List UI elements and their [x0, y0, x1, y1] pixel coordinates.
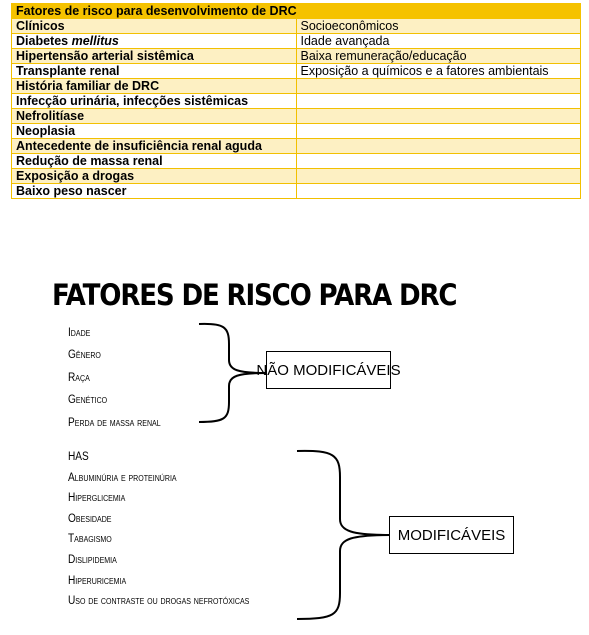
table-cell [296, 184, 581, 199]
list-item: Tabagismo [68, 533, 112, 546]
table-row [12, 109, 581, 124]
list-item: Raça [68, 371, 90, 384]
list-item: Uso de contraste ou drogas nefrotóxicas [68, 595, 250, 608]
modifiable-brace [296, 449, 392, 621]
cell-text: Diabetes [16, 34, 72, 48]
table-cell: Infecção urinária, infecções sistêmicas [12, 94, 297, 109]
table-row [12, 94, 581, 109]
table-cell: Socioeconômicos [296, 19, 581, 34]
table-cell: Baixa remuneração/educação [296, 49, 581, 64]
non-modifiable-label: NÃO MODIFICÁVEIS [256, 361, 401, 379]
list-item: Dislipidemia [68, 553, 117, 566]
table-cell: Clínicos [12, 19, 297, 34]
table-cell [296, 154, 581, 169]
non-modifiable-list [68, 325, 161, 437]
table-cell [296, 94, 581, 109]
table-header: Fatores de risco para desenvolvimento de DRC [12, 4, 581, 19]
table-row [12, 169, 581, 184]
table-cell: História familiar de DRC [12, 79, 297, 94]
table-cell [296, 79, 581, 94]
table-row [12, 154, 581, 169]
modifiable-label: MODIFICÁVEIS [397, 526, 506, 544]
list-item: HAS [68, 451, 89, 463]
table-cell: Idade avançada [296, 34, 581, 49]
table-cell [296, 169, 581, 184]
modifiable-list [68, 449, 249, 614]
table-cell: Exposição a químicos e a fatores ambientais [296, 64, 581, 79]
modifiable-label-box [389, 516, 514, 554]
table-row [12, 64, 581, 79]
table-cell: Neoplasia [12, 124, 297, 139]
table-row [12, 49, 581, 64]
table-row [12, 34, 581, 49]
list-item: Perda de massa renal [68, 416, 161, 429]
list-item: Gênero [68, 349, 101, 362]
list-item: Genético [68, 394, 108, 407]
table-cell: Baixo peso nascer [12, 184, 297, 199]
table-cell [296, 139, 581, 154]
table-cell: Antecedente de insuficiência renal aguda [12, 139, 297, 154]
table-header-row [12, 4, 581, 19]
list-item: Obesidade [68, 512, 112, 525]
table-row [12, 124, 581, 139]
cell-italic-text: mellitus [71, 34, 119, 48]
table-cell: Redução de massa renal [12, 154, 297, 169]
table-row [12, 139, 581, 154]
table-row [12, 184, 581, 199]
table-cell: Exposição a drogas [12, 169, 297, 184]
table-cell: Transplante renal [12, 64, 297, 79]
risk-factors-table [11, 3, 581, 199]
non-modifiable-label-box [256, 351, 401, 389]
table-cell: Nefrolitíase [12, 109, 297, 124]
table-row [12, 79, 581, 94]
list-item: Albuminúria e proteinúria [68, 471, 177, 484]
list-item: Hiperglicemia [68, 492, 126, 505]
list-item: Hiperuricemia [68, 574, 127, 587]
table-cell [12, 34, 297, 49]
list-item: Idade [68, 327, 91, 339]
table-cell [296, 109, 581, 124]
infographic-title: FATORES DE RISCO PARA DRC [52, 278, 457, 312]
table-row [12, 19, 581, 34]
table-cell: Hipertensão arterial sistêmica [12, 49, 297, 64]
table-cell [296, 124, 581, 139]
